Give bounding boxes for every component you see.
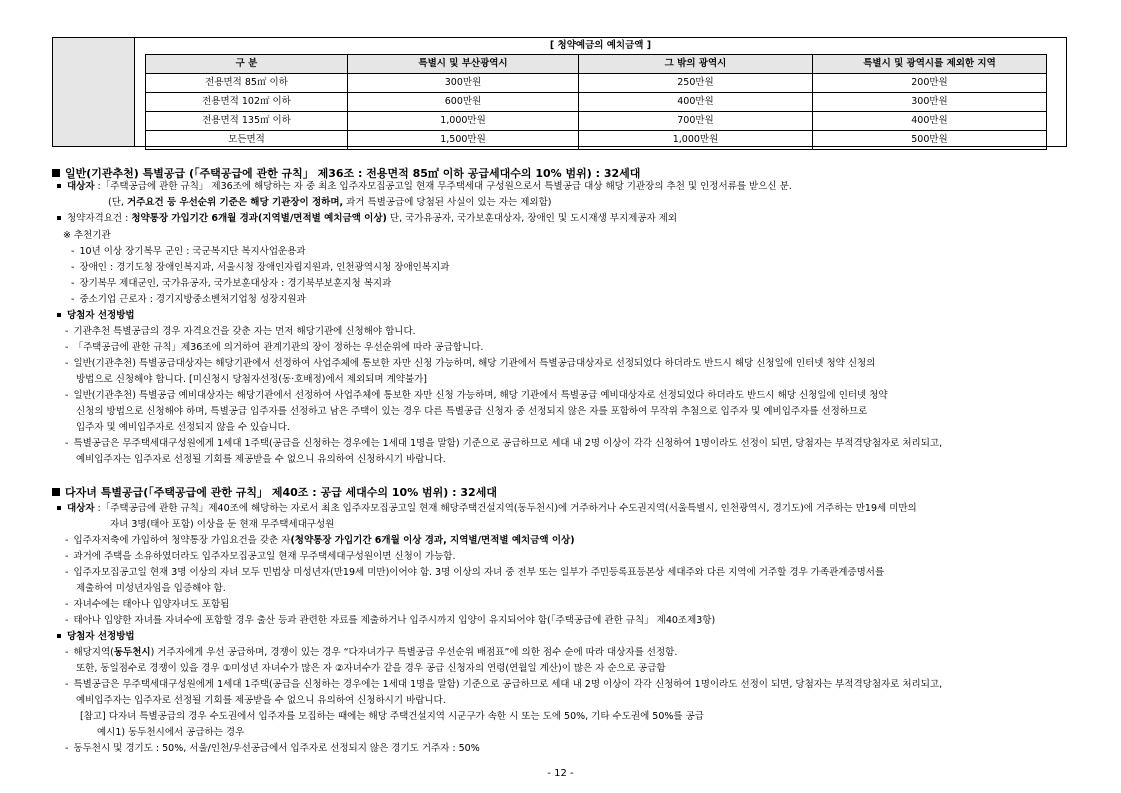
target-note [108, 196, 552, 210]
table-header-cell: 특별시 및 광역시를 제외한 지역 [813, 55, 1047, 74]
table-row [146, 93, 1047, 112]
recommender-text: 장애인 : 경기도청 장애인복지과, 서울시청 장애인자립지원과, 인천광역시청 장애인복지과 [79, 262, 450, 273]
note-text: (단, [108, 197, 127, 208]
selection-bold-text: 동두천시 [113, 647, 151, 658]
table-header-row [146, 55, 1047, 74]
selection-line-cont: 입주자 및 예비입주자로 선정되지 않을 수 있습니다. [76, 422, 290, 433]
requirement-line [57, 212, 677, 226]
table-cell: 1,500만원 [348, 131, 579, 150]
eligibility-text: 자녀수에는 태아나 입양자녀도 포함됨 [73, 599, 230, 610]
table-cell: 250만원 [579, 74, 813, 93]
selection-text: ) 거주자에게 우선 공급하며, 경쟁이 있는 경우 “다자녀가구 특별공급 우선순위 배점표”에 의한 점수 순에 따라 대상자를 선정함. [150, 647, 678, 658]
eligibility-line [65, 598, 229, 612]
selection-line-cont: 예비입주자는 입주자로 선정될 기회를 제공받을 수 없으니 유의하여 신청하시기 바랍니다. [76, 695, 446, 706]
table-cell: 1,000만원 [348, 112, 579, 131]
note-bold-text: 거주요건 등 우선순위 기준은 해당 기관장이 정하며, [126, 197, 344, 208]
table-header-cell: 특별시 및 부산광역시 [348, 55, 579, 74]
selection-line [65, 325, 416, 339]
table-header-cell: 구 분 [146, 55, 348, 74]
requirement-label: 청약자격요건 : [67, 213, 132, 224]
dash-icon: - [65, 551, 69, 562]
dash-icon: - [71, 278, 75, 289]
recommender-text: 장기복무 제대군인, 국가유공자, 국가보훈대상자 : 경기북부보훈지청 복지과 [79, 278, 392, 289]
eligibility-text: 과거에 주택을 소유하였더라도 입주자모집공고일 현재 무주택세대구성원이면 신청이 가능함. [73, 551, 456, 562]
dash-icon: - [65, 679, 69, 690]
selection-line-cont: 신청의 방법으로 신청해야 하며, 특별공급 입주자를 선정하고 남은 주택이 있는 경우 다른 특별공급 신청자 중 선정되지 않은 자를 포함하여 무작위 추첨으로 입주자 및 예비입주자를 선정하므로 [76, 406, 868, 417]
selection-text: 기관추천 특별공급의 경우 자격요건을 갖춘 자는 먼저 해당기관에 신청해야 합니다. [73, 326, 416, 337]
table-cell: 300만원 [348, 74, 579, 93]
bullet-icon [57, 184, 61, 188]
dash-icon: - [65, 599, 69, 610]
table-row [146, 112, 1047, 131]
selection-line-cont: 또한, 동일점수로 경쟁이 있을 경우 ①미성년 자녀수가 많은 자 ②자녀수가 같을 경우 공급 신청자의 연령(연월일 계산)이 많은 자 순으로 공급함 [76, 663, 666, 674]
selection-line [65, 437, 942, 451]
table-cell: 1,000만원 [579, 131, 813, 150]
selection-title [57, 630, 135, 644]
dash-icon: - [71, 246, 75, 257]
target-label: 대상자 [67, 503, 95, 514]
recommender-item [71, 293, 306, 307]
bullet-icon [57, 216, 61, 220]
selection-text: 특별공급은 무주택세대구성원에게 1세대 1주택(공급을 신청하는 경우에는 1세대 1명을 말함) 기준으로 공급하므로 세대 내 2명 이상이 각각 신청하여 1명이라도 선정이 되면, 당첨자는 부적격당첨자로 처리되고, [73, 679, 943, 690]
dash-icon: - [65, 615, 69, 626]
selection-text: 「주택공급에 관한 규칙」제36조에 의거하여 관계기관의 장이 정하는 우선순위에 따라 공급합니다. [73, 342, 484, 353]
table-cell: 전용면적 85㎡ 이하 [146, 74, 348, 93]
eligibility-line-cont: 제출하여 미성년자임을 입증해야 함. [76, 583, 226, 594]
dash-icon: - [65, 358, 69, 369]
selection-text: 일반(기관추천) 특별공급 예비대상자는 해당기관에서 선정하여 사업주체에 통보한 자만 신청 가능하며, 해당 기관에서 특별공급 예비대상자로 선정되었다 하더라도 반드시 해당 신청일에 인터넷 청약 [73, 390, 888, 401]
table-cell: 400만원 [813, 112, 1047, 131]
section-heading [52, 166, 640, 181]
selection-line-cont: 예비입주자는 입주자로 선정될 기회를 제공받을 수 없으니 유의하여 신청하시기 바랍니다. [76, 454, 446, 465]
selection-line [65, 646, 677, 660]
heading-text: 일반(기관추천) 특별공급 (「주택공급에 관한 규칙」 제36조 : 전용면적 85㎡ 이하 공급세대수의 10% 범위) : 32세대 [65, 167, 641, 180]
recommender-text: 중소기업 근로자 : 경기지방중소벤처기업청 성장지원과 [79, 294, 306, 305]
bullet-icon [57, 506, 61, 510]
selection-text: 해당지역( [73, 647, 114, 658]
selection-title [57, 309, 135, 323]
selection-line [65, 742, 480, 756]
eligibility-line [65, 566, 884, 580]
requirement-bold-text: 청약통장 가입기간 6개월 경과(지역별/면적별 예치금액 이상) [131, 213, 387, 224]
eligibility-line [65, 550, 456, 564]
table-cell: 400만원 [579, 93, 813, 112]
dash-icon: - [65, 390, 69, 401]
target-text: :「주택공급에 관한 규칙」제40조에 해당하는 자로서 최초 입주자모집공고일 현재 해당주택건설지역(동두천시)에 거주하거나 수도권지역(서울특별시, 인천광역시, 경기도)에 거주하는 만19세 미만의 [94, 503, 917, 514]
target-text: :「주택공급에 관한 규칙」 제36조에 해당하는 자 중 최초 입주자모집공고일 현재 무주택세대 구성원으로서 특별공급 대상 해당 기관장의 추천 및 인정서류를 받으신 분. [94, 181, 792, 192]
table-cell: 600만원 [348, 93, 579, 112]
dash-icon: - [65, 743, 69, 754]
bullet-icon [57, 313, 61, 317]
eligibility-line [65, 534, 575, 548]
dash-icon: - [65, 326, 69, 337]
selection-title-text: 당첨자 선정방법 [67, 310, 135, 321]
recommender-item [71, 261, 449, 275]
heading-text: 다자녀 특별공급(「주택공급에 관한 규칙」 제40조 : 공급 세대수의 10% 범위) : 32세대 [65, 486, 497, 499]
eligibility-bold-text: (청약통장 가입기간 6개월 이상 경과, 지역별/면적별 예치금액 이상) [290, 535, 575, 546]
eligibility-text: 입주자모집공고일 현재 3명 이상의 자녀 모두 민법상 미성년자(만19세 미만)이어야 함. 3명 이상의 자녀 중 전부 또는 일부가 주민등록표등본상 세대주와 다른 지역에 거주할 경우 가족관계증명서를 [73, 567, 885, 578]
square-bullet-icon [52, 169, 60, 177]
recommender-item [71, 277, 391, 291]
dash-icon: - [65, 647, 69, 658]
reference-note: [참고] 다자녀 특별공급의 경우 수도권에서 입주자를 모집하는 때에는 해당 주택건설지역 시군구가 속한 시 또는 도에 50%, 기타 수도권에 50%를 공급 [80, 711, 704, 722]
table-side-cell [53, 38, 135, 146]
selection-title-text: 당첨자 선정방법 [67, 631, 135, 642]
table-row [146, 74, 1047, 93]
table-cell: 전용면적 135㎡ 이하 [146, 112, 348, 131]
selection-line [65, 389, 888, 403]
dash-icon: - [65, 438, 69, 449]
requirement-text: 단, 국가유공자, 국가보훈대상자, 장애인 및 도시재생 부지제공자 제외 [386, 213, 678, 224]
table-cell: 전용면적 102㎡ 이하 [146, 93, 348, 112]
table-cell: 500만원 [813, 131, 1047, 150]
table-cell: 700만원 [579, 112, 813, 131]
selection-line [65, 678, 942, 692]
selection-line [65, 357, 875, 371]
selection-line-cont: 방법으로 신청해야 합니다. [미신청시 당첨자선정(동·호배정)에서 제외되며 계약불가] [76, 374, 428, 385]
dash-icon: - [65, 535, 69, 546]
dash-icon: - [65, 342, 69, 353]
selection-text: 특별공급은 무주택세대구성원에게 1세대 1주택(공급을 신청하는 경우에는 1세대 1명을 말함) 기준으로 공급하므로 세대 내 2명 이상이 각각 신청하여 1명이라도 선정이 되면, 당첨자는 부적격당첨자로 처리되고, [73, 438, 943, 449]
dash-icon: - [65, 567, 69, 578]
dash-icon: - [71, 294, 75, 305]
target-line [57, 502, 917, 516]
selection-text: 일반(기관추천) 특별공급대상자는 해당기관에서 선정하여 사업주체에 통보한 자만 신청 가능하며, 해당 기관에서 특별공급대상자로 선정되었다 하더라도 반드시 해당 신청일에 인터넷 청약 신청의 [73, 358, 876, 369]
deposit-table-caption: [ 청약예금의 예치금액 ] [549, 40, 652, 51]
section-heading [52, 485, 497, 500]
table-cell: 모든면적 [146, 131, 348, 150]
table-cell: 200만원 [813, 74, 1047, 93]
eligibility-text: 입주자저축에 가입하여 청약통장 가입요건을 갖춘 자 [73, 535, 291, 546]
eligibility-line [65, 614, 715, 628]
deposit-table [145, 54, 1047, 150]
selection-line [65, 341, 483, 355]
bullet-icon [57, 634, 61, 638]
table-cell: 300만원 [813, 93, 1047, 112]
selection-text: 동두천시 및 경기도 : 50%, 서울/인천/우선공급에서 입주자로 선정되지 않은 경기도 거주자 : 50% [73, 743, 480, 754]
square-bullet-icon [52, 488, 60, 496]
table-header-cell: 그 밖의 광역시 [579, 55, 813, 74]
table-row [146, 131, 1047, 150]
note-text: 과거 특별공급에 당첨된 사실이 있는 자는 제외함) [343, 197, 552, 208]
recommender-title: ※ 추천기관 [63, 230, 111, 241]
target-label: 대상자 [67, 181, 95, 192]
example-note: 예시1) 동두천시에서 공급하는 경우 [97, 727, 245, 738]
recommender-text: 10년 이상 장기복무 군인 : 국군복지단 복지사업운용과 [79, 246, 306, 257]
target-line [57, 180, 792, 194]
eligibility-text: 태아나 입양한 자녀를 자녀수에 포함할 경우 출산 등과 관련한 자료를 제출하거나 입주시까지 입양이 유지되어야 함(「주택공급에 관한 규칙」 제40조제3항) [73, 615, 716, 626]
page-number: - 12 - [547, 768, 574, 779]
target-line-cont: 자녀 3명(태아 포함) 이상을 둔 현재 무주택세대구성원 [110, 519, 335, 530]
dash-icon: - [71, 262, 75, 273]
recommender-item [71, 245, 306, 259]
